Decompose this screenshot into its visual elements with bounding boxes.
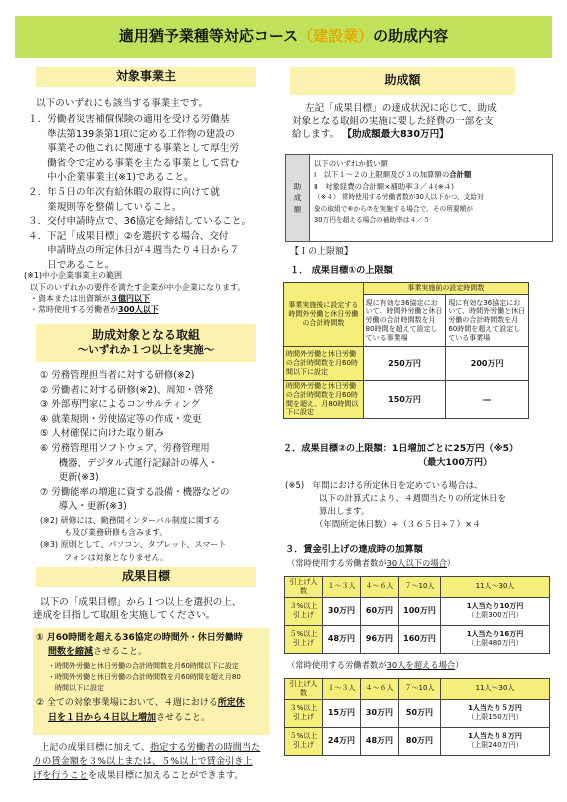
t1-head-c1: 現に有効な36協定において、時間外労働と休日労働の合計時間数を月80時間を超えて設定している事業場 — [363, 294, 446, 346]
grant-box-label: 助 成 額 — [286, 155, 310, 241]
target-item: １．労働者災害補償保険の適用を受ける労働基 — [28, 114, 230, 125]
note1-body: 以下のいずれかの要件を満たす企業が中小企業になります。 — [30, 283, 246, 292]
note1-employees: ・常時使用する労働者が300人以下 — [30, 305, 159, 314]
effort-item: ④ 就業規則・労使協定等の作成・変更 — [40, 413, 202, 425]
effort-item: 更新(※3) — [40, 472, 99, 484]
effort-item: ② 労働者に対する研修(※2)、周知・啓発 — [40, 384, 214, 396]
t1-head-group: 事業実施前の設定時間数 — [363, 283, 528, 295]
t3a-caption: （常時使用する労働者数が30人以下の場合） — [287, 558, 456, 568]
effort-item: ⑤ 人材確保に向けた取り組み — [40, 428, 164, 440]
title-main: 適用猶予業種等対応コース — [118, 27, 299, 46]
target-item: 事業その他これに関連する事業として厚生労 — [28, 143, 240, 155]
goals-foot-1: 上記の成果目標に加えて、指定する労働者の時間当た — [40, 742, 261, 753]
goals-box: ① 月60時間を超える36協定の時間外・休日労働時 間数を縮減させること。 ・時間外労働と休日労働の合計時間数を月60時間以下に設定 ・時間外労働と休日労働の合計時間数を月60時間を超え月80 時間以下に設定 ② 全ての対象事業場において、４週における所定休 日を１日から４日以上増加させること。 — [33, 628, 269, 735]
table-row: 時間外労働と休日労働の合計時間数を月60時間を超え、月80時間以下に設定 150万円 ― — [284, 381, 529, 419]
effort-item: ① 労務管理担当者に対する研修(※2) — [40, 370, 195, 381]
grant-intro-3: 給します。 【助成額最大830万円】 — [292, 129, 449, 140]
efforts-notes: (※2) 研修には、勤務間インターバル制度に関する も及び業務研修も含みます。 (※3) 原則として、パソコン、タブレット、スマート フォンは対象となりません。 — [40, 516, 227, 562]
goal-1: ① 月60時間を超える36協定の時間外・休日労働時 — [36, 633, 243, 643]
target-item: 中小企業事業主(※1)であること。 — [28, 172, 194, 184]
note1-capital: ・資本または出資額が３億円以下 — [30, 294, 150, 303]
t2-max: （最大100万円） — [418, 457, 493, 468]
goals-header: 成果目標 — [36, 567, 256, 587]
target-item: ３．交付申請時点で、36協定を締結していること。 — [28, 216, 252, 228]
note1-title: (※1)中小企業事業主の範囲 — [24, 271, 123, 280]
grant-header: 助成額 — [290, 67, 515, 95]
target-item: 業規則等を整備していること。 — [28, 201, 182, 213]
target-item: ４．下記「成果目標」②を選択する場合、交付 — [28, 230, 229, 242]
t2-title: ２．成果目標②の上限額：1日増加ごとに25万円（※5） — [283, 443, 519, 454]
efforts-list — [40, 369, 275, 515]
effort-item: ⑥ 労務管理用ソフトウェア、労務管理用 — [40, 442, 210, 454]
title-tail: の助成内容 — [373, 27, 449, 46]
grant-intro-1: 左記「成果目標」の達成状況に応じて、助成 — [305, 103, 497, 114]
target-item: 日であること。 — [28, 259, 115, 271]
effort-item: ⑦ 労働能率の増進に資する設備・機器などの — [40, 486, 230, 498]
target-item: 働省令で定める事業を主たる事業として営む — [28, 157, 240, 169]
grant-intro-2: 対象となる取組の実施に要した経費の一部を支 — [292, 116, 494, 127]
table-row: ３%以上 引上げ 15万円 30万円 50万円 1人当たり５万円 （上限150万円） — [285, 699, 550, 727]
goals-foot-2: りの賃金額を３%以上または、５%以上で賃金引き上 — [33, 756, 253, 767]
effort-item: 機器、デジタル式運行記録計の導入・ — [40, 457, 218, 469]
efforts-header: 助成対象となる取組 ～いずれか１つ以上を実施～ — [36, 324, 256, 362]
goals-intro-2: 達成を目指して取組を実施してください。 — [33, 610, 216, 621]
table-row: ５%以上 引上げ 48万円 96万円 160万円 1人当たり16万円 （上限480万円） — [285, 625, 550, 653]
t1-head-col0: 事業実施後に設定する時間外労働と休日労働の合計時間数 — [284, 283, 364, 347]
page-title — [15, 16, 552, 58]
goals-foot-3: げを行うことを成果目標に加えることができます。 — [33, 770, 244, 781]
table-raise-over-30: 引上げ人数 １～３人 ４～６人 ７～10人 11人～30人 ３%以上 引上げ 15万円 30万円 50万円 1人当たり５万円 （上限150万円） ５%以上 引上げ 24万円 48万円 80万円 1人当たり８万円 （上限240万円） — [284, 678, 550, 756]
grant-box: 助 成 額 以下のいずれか低い額 Ⅰ 以下１～２の上限額及び３の加算額の合計額 Ⅱ 対象経費の合計額×補助率３／４(※４) （※４） 常時使用する労働者数が30人以下かつ、支給対 象の取組で⑥から⑦を実施する場合で、その所要額が 30万円を超える場合の補助率は４／５ — [285, 154, 553, 242]
target-item: 準法第139条第1項に定める工作物の建設の — [28, 128, 235, 140]
effort-item: 導入・更新(※3) — [40, 501, 127, 513]
target-header: 対象事業主 — [36, 67, 256, 87]
target-item: ２．年５日の年次有給休暇の取得に向けて就 — [28, 186, 220, 198]
table-raise-30-or-less: 引上げ人数 １～３人 ４～６人 ７～10人 11人～30人 ３%以上 引上げ 30万円 60万円 100万円 1人当たり10万円 （上限300万円） ５%以上 引上げ 48万円 96万円 160万円 1人当たり16万円 （上限480万円） — [284, 576, 550, 654]
t3b-caption: （常時使用する労働者数が30人を超える場合） — [287, 660, 464, 670]
t1-head-c2: 現に有効な36協定において、時間外労働と休日労働の合計時間数を月60時間を超えて設定している事業場 — [446, 294, 529, 346]
target-list — [28, 113, 273, 274]
table-row: 時間外労働と休日労働の合計時間数を月60時間以下に設定 250万円 200万円 — [284, 347, 529, 381]
goal-2: ② 全ての対象事業場において、４週における所定休 — [36, 698, 245, 708]
table-row: ３%以上 引上げ 30万円 60万円 100万円 1人当たり10万円 （上限300万円） — [285, 597, 550, 625]
goals-intro-1: 以下の「成果目標」から１つ以上を選択の上、 — [40, 597, 242, 608]
title-paren: （建設業） — [298, 27, 374, 46]
effort-item: ③ 外部専門家によるコンサルティング — [40, 399, 200, 411]
limit-title: 【Ｉの上限額】 — [290, 247, 354, 257]
t1-title: １． 成果目標①の上限額 — [290, 265, 393, 276]
target-item: 申請時点の所定休日が４週当たり４日から７ — [28, 245, 240, 257]
table-row: ５%以上 引上げ 24万円 48万円 80万円 1人当たり８万円 （上限240万円） — [285, 727, 550, 755]
target-intro: 以下のいずれにも該当する事業主です。 — [36, 98, 208, 109]
table-goal1 — [283, 282, 529, 419]
t3-title: ３．賃金引上げの達成時の加算額 — [285, 544, 423, 555]
note5: (※5) 年間における所定休日を定めている場合は、 以下の計算式により、４週間当たりの所定休日を 算出します。 （年間所定休日数）÷（３６５日÷７）×４ — [285, 481, 507, 530]
